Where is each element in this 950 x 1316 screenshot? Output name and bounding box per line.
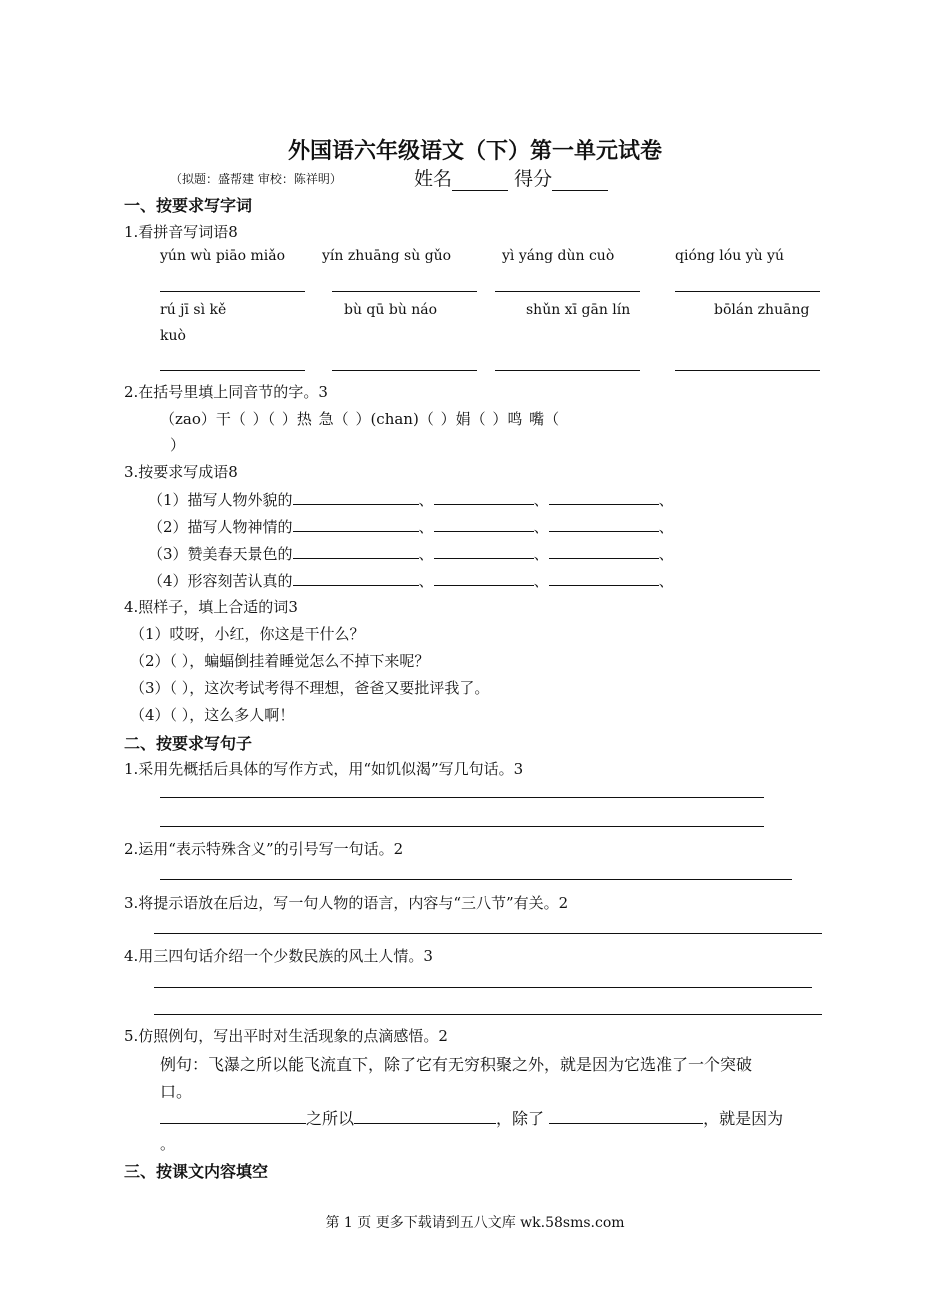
- name-score-fields: [414, 164, 608, 191]
- name-label: 姓名: [414, 168, 453, 190]
- separator: 、: [418, 572, 434, 590]
- idiom-blank[interactable]: [434, 488, 534, 505]
- separator: 、: [658, 518, 674, 536]
- idiom-row: [148, 515, 674, 537]
- answer-line[interactable]: [160, 370, 305, 371]
- example-sentence: （1）哎呀，小红，你这是干什么？: [130, 625, 365, 643]
- imitation-blank[interactable]: [354, 1107, 496, 1124]
- fill-sentence: （2）（ ），蝙蝠倒挂着睡觉怎么不掉下来呢？: [130, 652, 430, 670]
- fill-sentence: （3）（ ），这次考试考得不理想，爸爸又要批评我了。: [130, 679, 490, 697]
- answer-line[interactable]: [332, 291, 477, 292]
- idiom-blank[interactable]: [293, 515, 419, 532]
- question-heading: 3.按要求写成语8: [124, 463, 238, 481]
- separator: 、: [418, 491, 434, 509]
- question-heading: 3.将提示语放在后边，写一句人物的语言，内容与“三八节”有关。2: [124, 894, 569, 912]
- separator: 、: [533, 491, 549, 509]
- pinyin: yì yáng dùn cuò: [502, 248, 615, 264]
- score-blank[interactable]: [552, 190, 608, 191]
- page-footer: 第 1 页 更多下载请到五八文库 wk.58sms.com: [325, 1215, 625, 1231]
- idiom-prompt: （4）形容刻苦认真的: [148, 572, 293, 590]
- idiom-row: [148, 488, 674, 510]
- question-heading: 1.采用先概括后具体的写作方式，用“如饥似渴”写几句话。3: [124, 760, 524, 778]
- question-heading: 2.在括号里填上同音节的字。3: [124, 383, 328, 401]
- imitation-blank[interactable]: [160, 1107, 306, 1124]
- pinyin: bōlán zhuāng: [714, 302, 810, 318]
- answer-line[interactable]: [160, 797, 764, 798]
- name-blank[interactable]: [452, 190, 508, 191]
- idiom-blank[interactable]: [549, 542, 659, 559]
- idiom-blank[interactable]: [434, 569, 534, 586]
- imitation-blank[interactable]: [549, 1107, 703, 1124]
- answer-line[interactable]: [332, 370, 477, 371]
- pinyin: yín zhuāng sù gǔo: [322, 248, 452, 264]
- answer-line[interactable]: [154, 987, 812, 988]
- answer-line[interactable]: [160, 291, 305, 292]
- separator: 、: [533, 518, 549, 536]
- question-heading: 4.照样子，填上合适的词3: [124, 598, 298, 616]
- answer-line[interactable]: [495, 291, 640, 292]
- score-label: 得分: [514, 168, 553, 190]
- idiom-blank[interactable]: [549, 515, 659, 532]
- idiom-blank[interactable]: [549, 569, 659, 586]
- idiom-blank[interactable]: [434, 515, 534, 532]
- page-title: 外国语六年级语文（下）第一单元试卷: [287, 139, 662, 164]
- pinyin: shǔn xī gān lín: [526, 302, 631, 318]
- imitation-row: [160, 1106, 783, 1129]
- pinyin: kuò: [160, 328, 186, 344]
- connector: ，就是因为: [703, 1109, 784, 1128]
- homophone-line: ）: [170, 436, 186, 454]
- section-heading: 三、按课文内容填空: [124, 1162, 269, 1181]
- separator: 、: [533, 545, 549, 563]
- idiom-blank[interactable]: [434, 542, 534, 559]
- answer-line[interactable]: [495, 370, 640, 371]
- pinyin: rú jī sì kě: [160, 302, 227, 318]
- separator: 、: [418, 518, 434, 536]
- idiom-blank[interactable]: [293, 488, 419, 505]
- imitation-end: 。: [160, 1135, 176, 1153]
- answer-line[interactable]: [675, 370, 820, 371]
- question-heading: 4.用三四句话介绍一个少数民族的风土人情。3: [124, 947, 433, 965]
- connector: ，除了: [496, 1109, 545, 1128]
- idiom-prompt: （2）描写人物神情的: [148, 518, 293, 536]
- idiom-row: [148, 569, 674, 591]
- section-heading: 一、按要求写字词: [124, 196, 253, 215]
- idiom-blank[interactable]: [293, 542, 419, 559]
- idiom-blank[interactable]: [293, 569, 419, 586]
- answer-line[interactable]: [154, 933, 822, 934]
- answer-line[interactable]: [160, 826, 764, 827]
- idiom-blank[interactable]: [549, 488, 659, 505]
- idiom-row: [148, 542, 674, 564]
- example-sentence: 例句：飞瀑之所以能飞流直下，除了它有无穷积聚之外，就是因为它选准了一个突破: [160, 1055, 753, 1074]
- pinyin: qióng lóu yù yú: [675, 248, 784, 264]
- question-heading: 1.看拼音写词语8: [124, 223, 238, 241]
- connector: 之所以: [306, 1109, 355, 1128]
- separator: 、: [533, 572, 549, 590]
- separator: 、: [658, 545, 674, 563]
- author-note: （拟题：盛帮建 审校：陈祥明）: [170, 172, 342, 186]
- question-heading: 2.运用“表示特殊含义”的引号写一句话。2: [124, 840, 404, 858]
- answer-line[interactable]: [675, 291, 820, 292]
- pinyin: yún wù piāo miǎo: [160, 248, 286, 264]
- idiom-prompt: （3）赞美春天景色的: [148, 545, 293, 563]
- homophone-line: （zao）干（ ）（ ）热 急（ ）(chan)（ ）娟（ ）鸣 嘴（: [160, 410, 560, 428]
- separator: 、: [658, 572, 674, 590]
- pinyin: bù qū bù náo: [344, 302, 438, 318]
- separator: 、: [418, 545, 434, 563]
- section-heading: 二、按要求写句子: [124, 734, 253, 753]
- question-heading: 5.仿照例句，写出平时对生活现象的点滴感悟。2: [124, 1027, 448, 1045]
- separator: 、: [658, 491, 674, 509]
- answer-line[interactable]: [154, 1014, 822, 1015]
- answer-line[interactable]: [160, 879, 792, 880]
- example-sentence-cont: 口。: [160, 1082, 193, 1101]
- idiom-prompt: （1）描写人物外貌的: [148, 491, 293, 509]
- fill-sentence: （4）（ ），这么多人啊！: [130, 706, 295, 724]
